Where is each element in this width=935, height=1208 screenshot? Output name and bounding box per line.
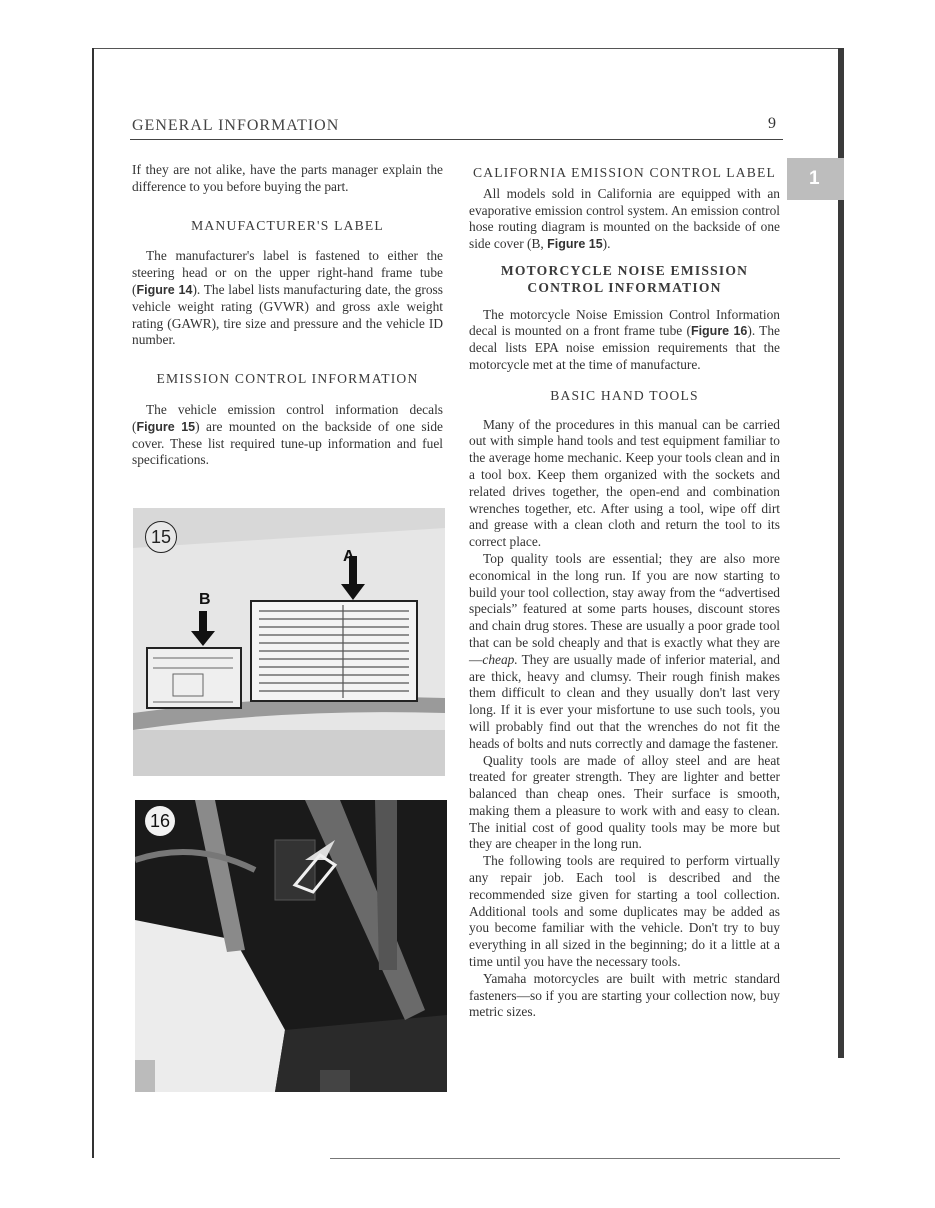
left-column — [132, 162, 443, 469]
emission-decals-illustration — [133, 508, 445, 776]
noise-emission-paragraph: The motorcycle Noise Emission Control Information decal is mounted on a front frame tube (Figure 16). The decal lists EPA noise emission requirements that the motorcycle met at the time of manufacture. — [469, 306, 780, 372]
page-number: 9 — [768, 115, 776, 132]
figure-16-photo — [135, 800, 447, 1092]
figure-reference: Figure 14 — [136, 282, 193, 297]
right-column — [469, 165, 780, 1021]
figure-reference: Figure 16 — [690, 324, 748, 339]
page-frame-top — [92, 48, 842, 49]
header-rule — [130, 139, 783, 140]
tools-paragraph-4: The following tools are required to perform virtually any repair job. Each tool is described and the recommended size given for starting a tool collection. Additional tools and some duplicates may be added as you become familiar with the vehicle. Don't try to buy everything in all sized in the beginning; do it a little at a time until you have the necessary tools. — [469, 853, 780, 970]
figure-reference: Figure 15 — [136, 419, 196, 434]
figure-reference: Figure 15 — [547, 237, 603, 252]
emission-control-heading: EMISSION CONTROL INFORMATION — [156, 371, 419, 387]
chapter-tab — [787, 158, 844, 200]
manufacturers-label-heading: MANUFACTURER'S LABEL — [191, 217, 384, 233]
callout-label-b: B — [199, 591, 211, 608]
page-frame-left — [92, 48, 94, 1158]
figure-16-number: 16 — [145, 806, 175, 836]
tools-paragraph-3: Quality tools are made of alloy steel and are heat treated for greater strength. They are lighter and better balanced than cheap ones. Their surface is smooth, making them a pleasure to work with and easy to clean. The initial cost of good quality tools may be more but they are cheaper in the long run. — [469, 752, 780, 852]
california-emission-heading: CALIFORNIA EMISSION CONTROL LABEL — [472, 165, 777, 180]
tools-paragraph-1: Many of the procedures in this manual can be carried out with simple hand tools and test equipment familiar to the average home mechanic. Keep your tools clean and in a tool box. Keep them organized with the sockets and related drives together, the open-end and combination wrenches together, etc. After using a tool, wipe off dirt and grease with a clean cloth and return the tool to its correct place. — [469, 416, 780, 550]
tools-paragraph-5: Yamaha motorcycles are built with metric standard fasteners—so if you are starting your collection now, buy metric sizes. — [469, 970, 780, 1020]
noise-emission-heading-line2: CONTROL INFORMATION — [527, 279, 722, 295]
emission-control-paragraph: The vehicle emission control information decals (Figure 15) are mounted on the backside of one side cover. These list required tune-up information and fuel specifications. — [132, 401, 443, 468]
noise-emission-heading-line1: MOTORCYCLE NOISE EMISSION — [500, 262, 749, 278]
intro-paragraph: If they are not alike, have the parts manager explain the difference to you before buying the part. — [132, 162, 443, 194]
bottom-rule — [330, 1158, 840, 1159]
tools-paragraph-2: Top quality tools are essential; they are also more economical in the long run. If you are now starting to build your tool collection, stay away from the “advertised specials” featured at some parts houses, discount stores and chain drug stores. These are usually a poor grade tool that can be sold cheaply and that is exactly what they are—cheap. They are usually made of inferior material, and are thick, heavy and clumsy. Their rough finish makes them difficult to clean and they usually don't last very long. If it is ever your misfortune to use such tools, you will probably find out that the wrenches do not fit the heads of bolts and nuts correctly and damage the fastener. — [469, 550, 780, 751]
running-header-title: GENERAL INFORMATION — [132, 117, 340, 134]
noise-decal-illustration — [135, 800, 447, 1092]
callout-label-a: A — [343, 548, 355, 565]
figure-15-number: 15 — [145, 521, 177, 553]
chapter-tab-number: 1 — [809, 168, 820, 189]
california-emission-paragraph: All models sold in California are equipped with an evaporative emission control system. An emission control hose routing diagram is mounted on the backside of one side cover (B, Figure 15). — [469, 185, 780, 252]
figure-15-photo — [133, 508, 445, 776]
manufacturers-label-paragraph: The manufacturer's label is fastened to either the steering head or on the upper right-hand frame tube (Figure 14). The label lists manufacturing date, the gross vehicle weight rating (GVWR) and gross axle weight rating (GAWR), tire size and pressure and the vehicle ID number. — [132, 248, 443, 348]
basic-hand-tools-heading: BASIC HAND TOOLS — [550, 387, 699, 403]
